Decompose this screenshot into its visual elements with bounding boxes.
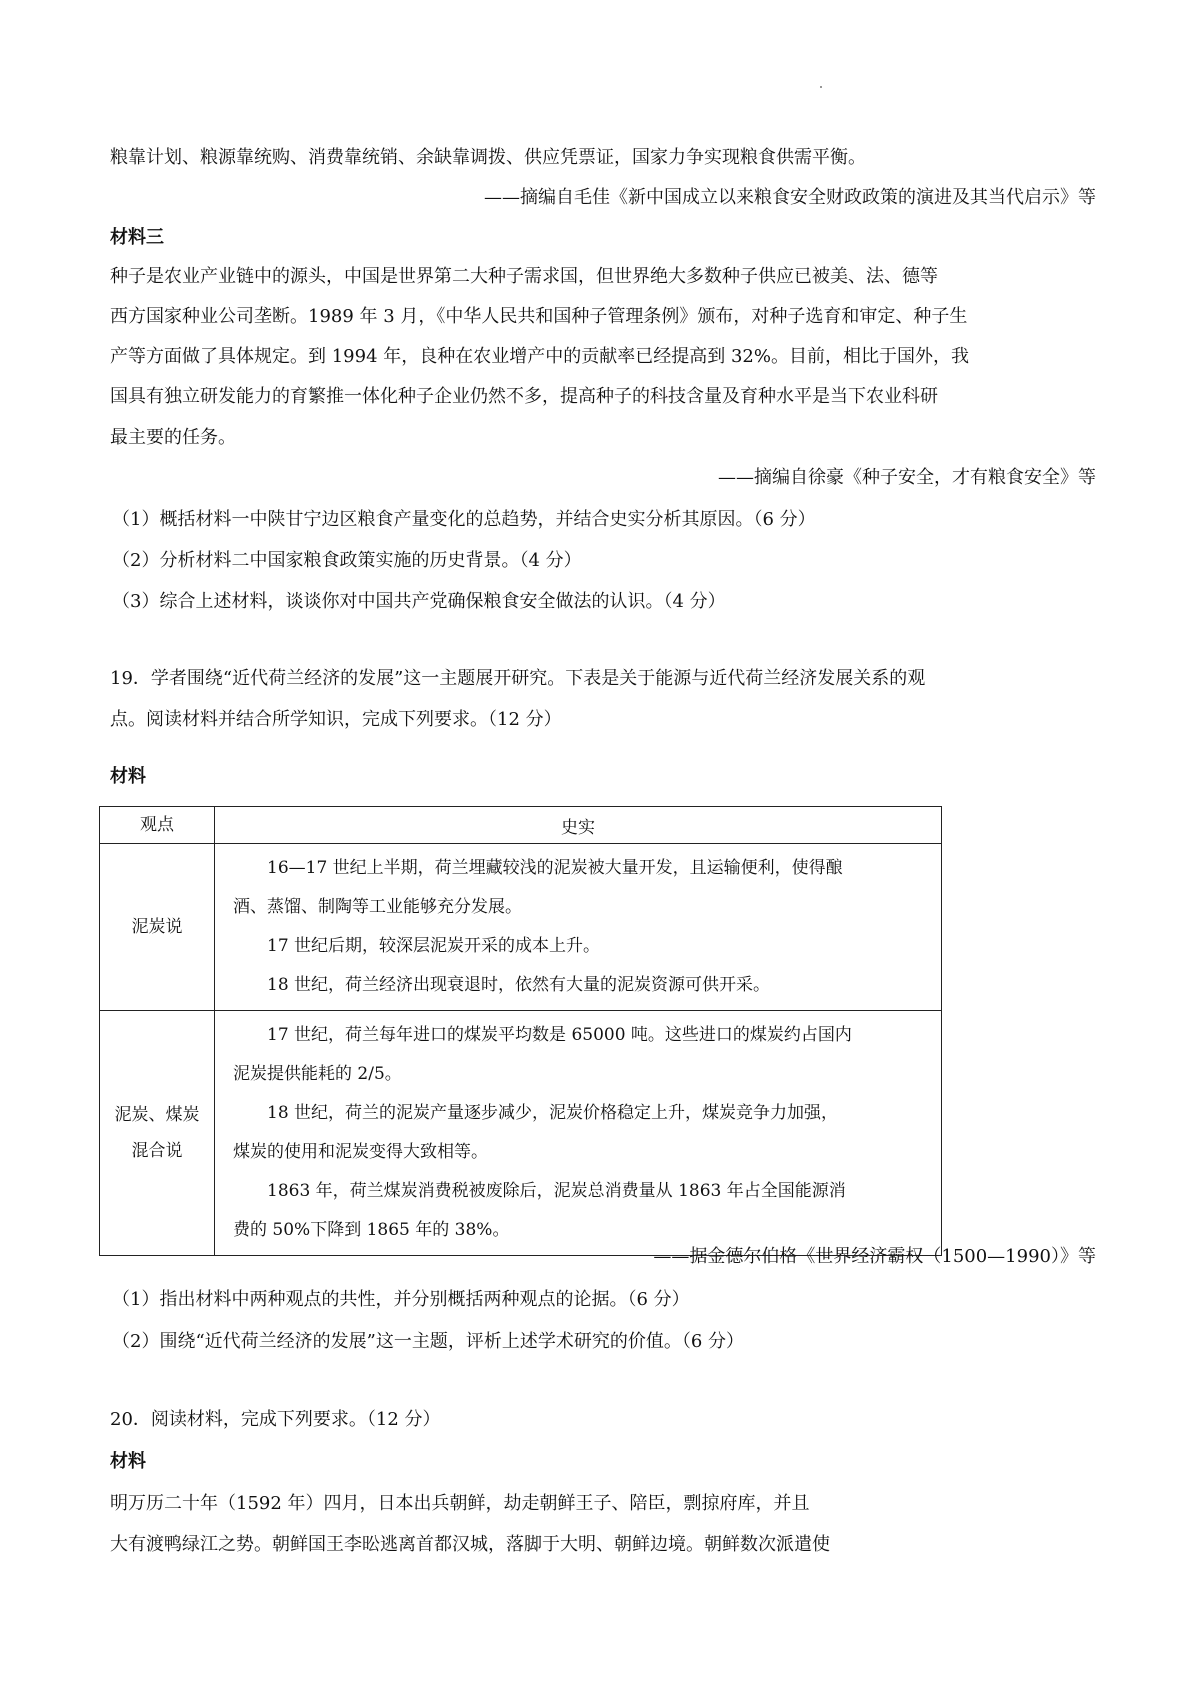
question-stem: 19．学者围绕“近代荷兰经济的发展”这一主题展开研究。下表是关于能源与近代荷兰经济发展关系的观 bbox=[110, 668, 926, 689]
fact-line: 17 世纪后期，较深层泥炭开采的成本上升。 bbox=[267, 936, 601, 956]
question-item: （2）围绕“近代荷兰经济的发展”这一主题，评析上述学术研究的价值。（6 分） bbox=[112, 1331, 745, 1352]
fact-line: 17 世纪，荷兰每年进口的煤炭平均数是 65000 吨。这些进口的煤炭约占国内 bbox=[267, 1025, 852, 1045]
view-line: 泥炭、煤炭 bbox=[114, 1105, 200, 1125]
table-row bbox=[100, 844, 942, 1011]
scan-dot bbox=[820, 86, 822, 88]
opinions-table bbox=[99, 806, 942, 1256]
text-line: 粮靠计划、粮源靠统购、消费靠统销、余缺靠调拨、供应凭票证，国家力争实现粮食供需平衡。 bbox=[110, 147, 866, 168]
fact-line: 费的 50%下降到 1865 年的 38%。 bbox=[233, 1220, 510, 1240]
material-heading: 材料 bbox=[110, 766, 146, 787]
question-item: （1）指出材料中两种观点的共性，并分别概括两种观点的论据。（6 分） bbox=[112, 1289, 690, 1310]
view-cell bbox=[100, 1011, 215, 1256]
view-cell: 泥炭说 bbox=[100, 844, 215, 1011]
source-citation: ——摘编自毛佳《新中国成立以来粮食安全财政政策的演进及其当代启示》等 bbox=[484, 187, 1096, 208]
facts-cell bbox=[215, 1011, 942, 1256]
question-stem: 点。阅读材料并结合所学知识，完成下列要求。（12 分） bbox=[110, 709, 562, 730]
fact-line: 酒、蒸馏、制陶等工业能够充分发展。 bbox=[233, 897, 522, 917]
fact-line: 煤炭的使用和泥炭变得大致相等。 bbox=[233, 1142, 488, 1162]
text-line: 西方国家种业公司垄断。1989 年 3 月，《中华人民共和国种子管理条例》颁布，对种子选育和审定、种子生 bbox=[110, 306, 968, 327]
source-citation: ——摘编自徐豪《种子安全，才有粮食安全》等 bbox=[718, 467, 1096, 488]
question-item: （1）概括材料一中陕甘宁边区粮食产量变化的总趋势，并结合史实分析其原因。（6 分） bbox=[112, 509, 816, 530]
text-line: 种子是农业产业链中的源头，中国是世界第二大种子需求国，但世界绝大多数种子供应已被美、法、德等 bbox=[110, 266, 938, 287]
question-item: （2）分析材料二中国家粮食政策实施的历史背景。（4 分） bbox=[112, 550, 582, 571]
text-line: 产等方面做了具体规定。到 1994 年，良种在农业增产中的贡献率已经提高到 32%。目前，相比于国外，我 bbox=[110, 346, 969, 367]
text-line: 最主要的任务。 bbox=[110, 427, 236, 448]
text-line: 明万历二十年（1592 年）四月，日本出兵朝鲜，劫走朝鲜王子、陪臣，剽掠府库，并且 bbox=[110, 1493, 810, 1514]
fact-line: 18 世纪，荷兰的泥炭产量逐步减少，泥炭价格稳定上升，煤炭竞争力加强， bbox=[267, 1103, 839, 1123]
table-row bbox=[100, 1011, 942, 1256]
fact-line: 18 世纪，荷兰经济出现衰退时，依然有大量的泥炭资源可供开采。 bbox=[267, 975, 771, 995]
text-line: 大有渡鸭绿江之势。朝鲜国王李昖逃离首都汉城，落脚于大明、朝鲜边境。朝鲜数次派遣使 bbox=[110, 1534, 830, 1555]
header-facts: 史实 bbox=[215, 807, 942, 844]
fact-line: 16—17 世纪上半期，荷兰埋藏较浅的泥炭被大量开发，且运输便利，使得酿 bbox=[267, 858, 843, 878]
question-stem: 20．阅读材料，完成下列要求。（12 分） bbox=[110, 1409, 441, 1430]
header-view: 观点 bbox=[100, 807, 215, 844]
material-heading: 材料 bbox=[110, 1451, 146, 1472]
fact-line: 泥炭提供能耗的 2/5。 bbox=[233, 1064, 402, 1084]
source-citation: ——据金德尔伯格《世界经济霸权（1500—1990）》等 bbox=[653, 1246, 1096, 1267]
view-line: 混合说 bbox=[131, 1141, 183, 1161]
fact-line: 1863 年，荷兰煤炭消费税被废除后，泥炭总消费量从 1863 年占全国能源消 bbox=[267, 1181, 846, 1201]
material-heading: 材料三 bbox=[110, 227, 164, 248]
text-line: 国具有独立研发能力的育繁推一体化种子企业仍然不多，提高种子的科技含量及育种水平是当下农业科研 bbox=[110, 386, 938, 407]
facts-cell bbox=[215, 844, 942, 1011]
question-item: （3）综合上述材料，谈谈你对中国共产党确保粮食安全做法的认识。（4 分） bbox=[112, 591, 726, 612]
table-header-row bbox=[100, 807, 942, 844]
